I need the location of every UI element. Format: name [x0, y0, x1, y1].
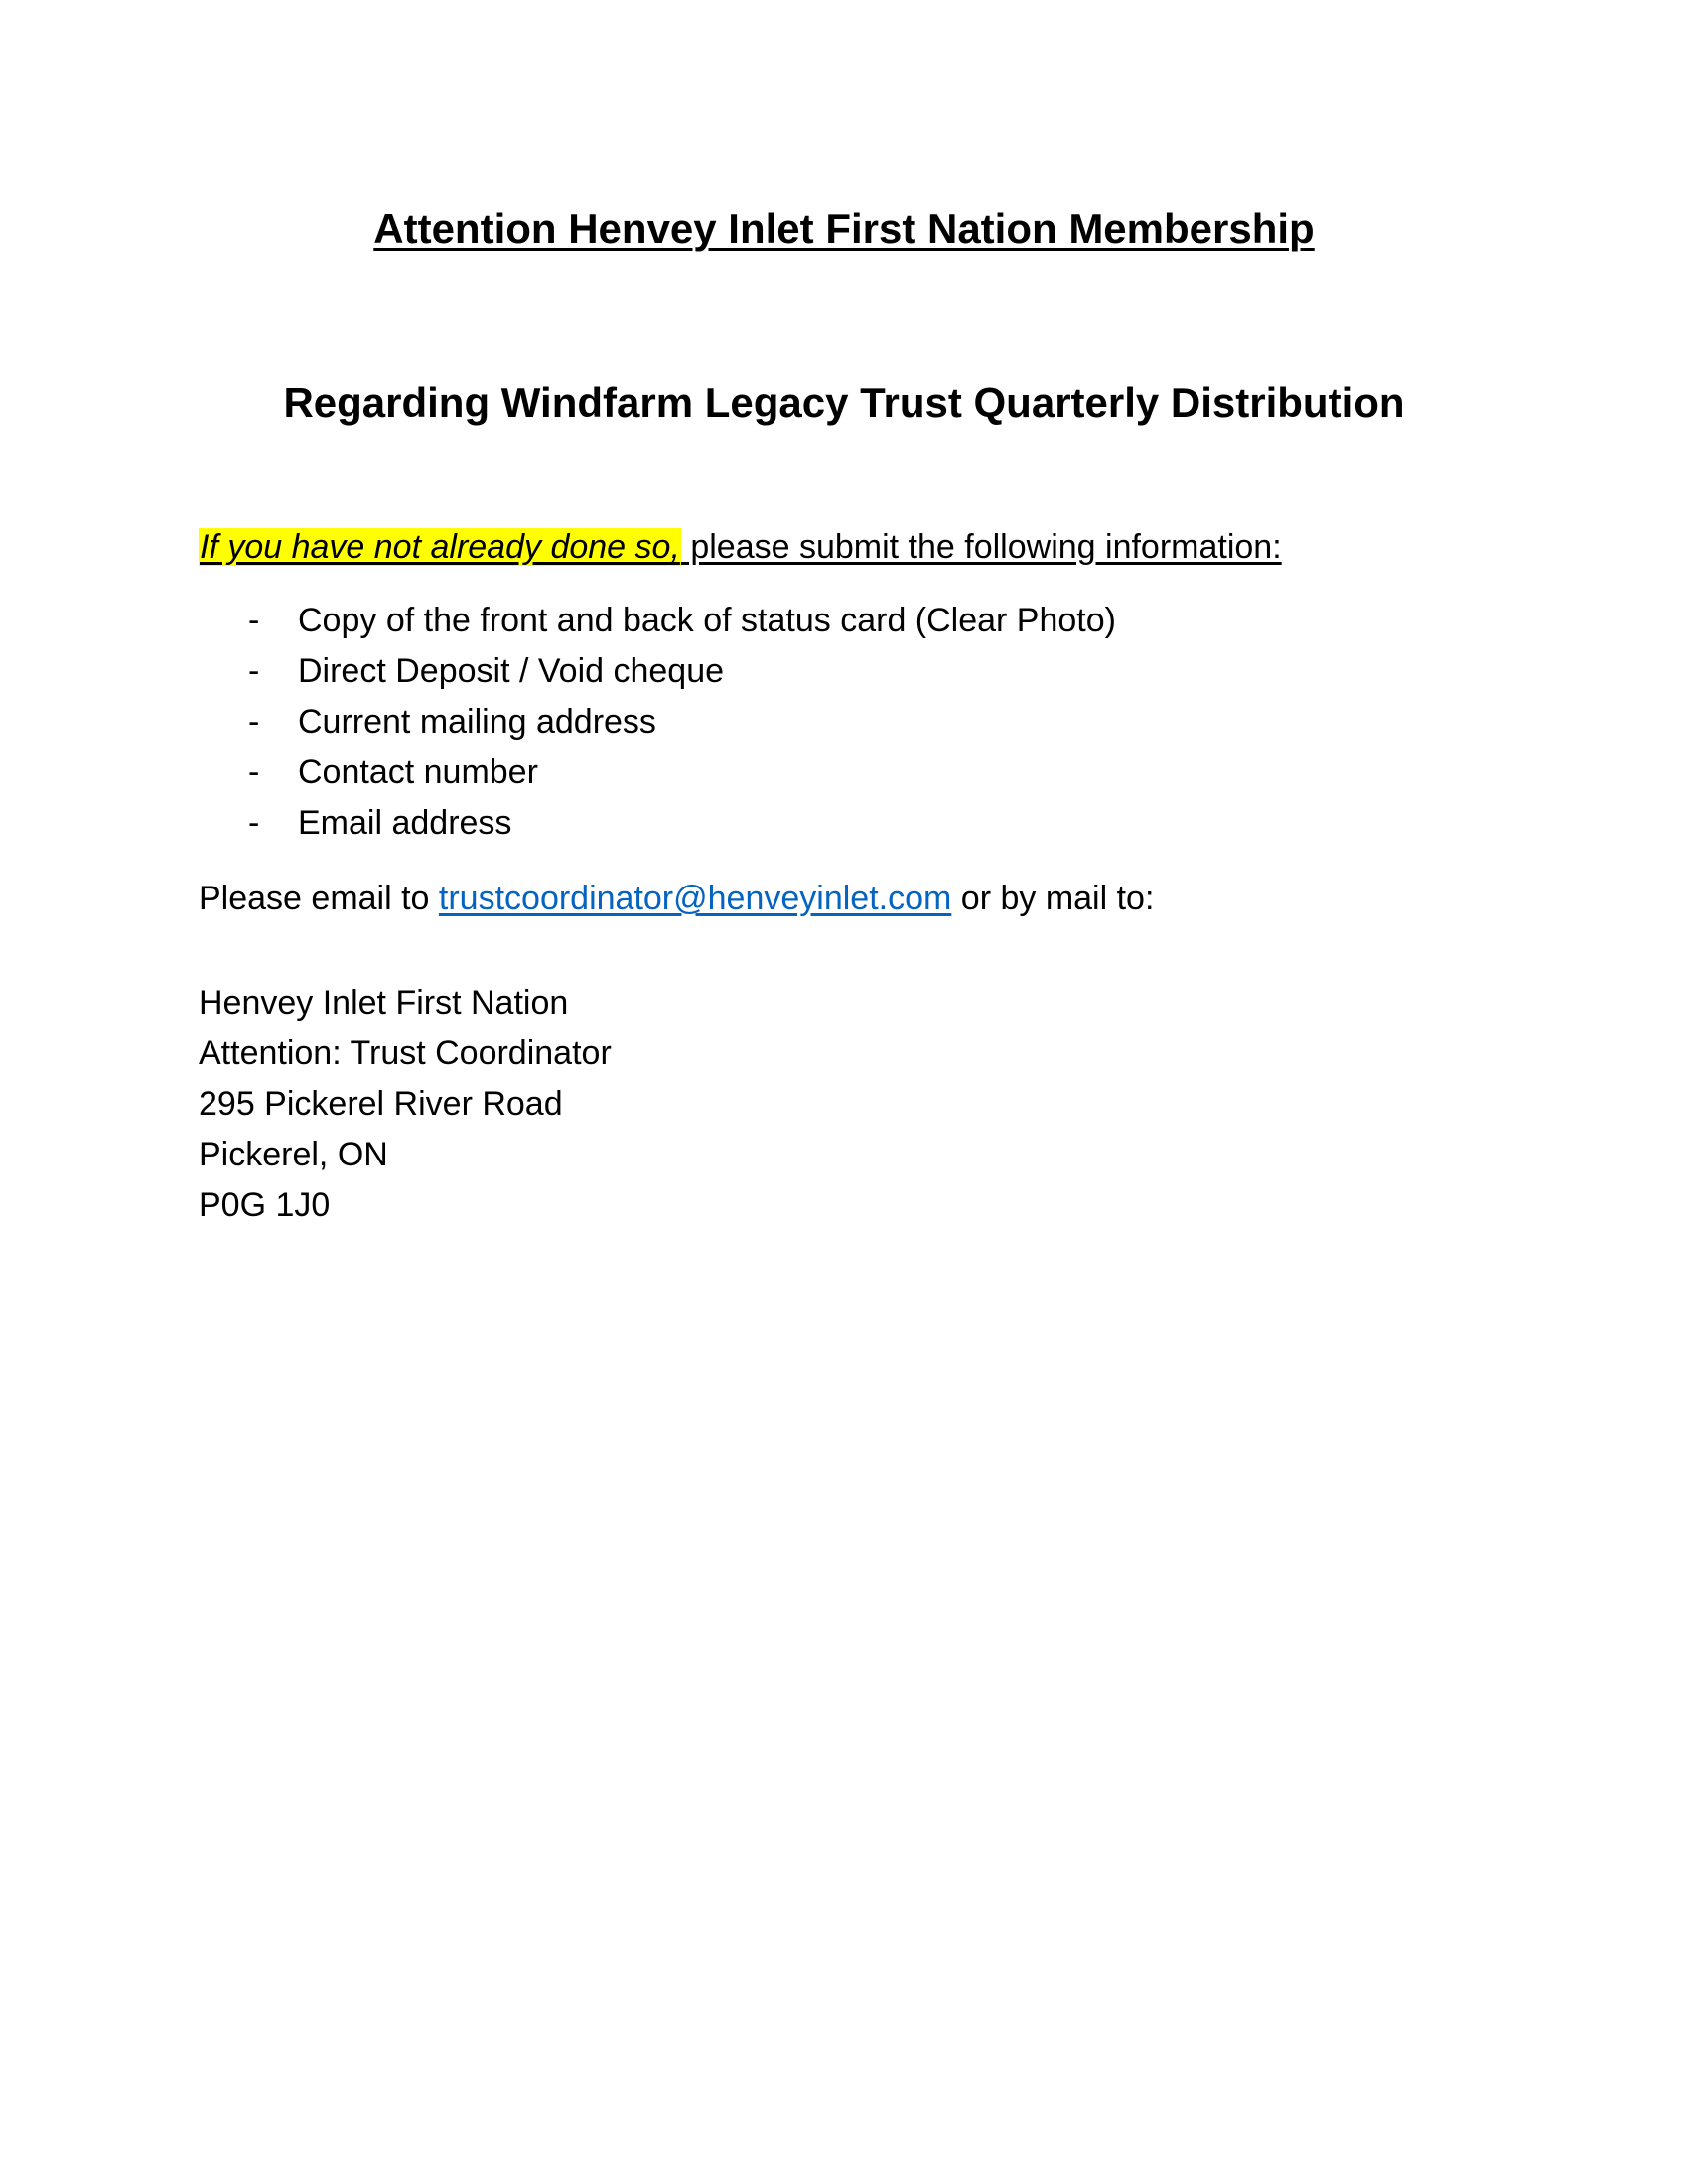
list-dash: - [248, 753, 260, 791]
email-prefix: Please email to [199, 880, 439, 917]
page-subtitle: Regarding Windfarm Legacy Trust Quarterly Distribution [283, 379, 1405, 426]
email-instruction [199, 876, 1154, 921]
list-dash: - [248, 652, 260, 690]
address-line: Attention: Trust Coordinator [199, 1034, 612, 1072]
intro-paragraph [199, 524, 1282, 570]
intro-rest: please submit the following information: [680, 528, 1282, 566]
list-dash: - [248, 703, 260, 741]
list-dash: - [248, 804, 260, 842]
requirements-list [199, 596, 1116, 849]
list-item [199, 697, 1116, 748]
address-line: Pickerel, ON [199, 1136, 388, 1173]
list-item [199, 748, 1116, 798]
page-title-text: Attention Henvey Inlet First Nation Membership [373, 205, 1315, 252]
list-item [199, 596, 1116, 646]
list-item-text: Copy of the front and back of status card (Clear Photo) [298, 602, 1116, 639]
list-dash: - [248, 602, 260, 639]
address-line: Henvey Inlet First Nation [199, 984, 569, 1022]
email-suffix: or by mail to: [951, 880, 1155, 917]
email-link[interactable]: trustcoordinator@henveyinlet.com [438, 880, 952, 917]
address-line: 295 Pickerel River Road [199, 1085, 563, 1123]
highlighted-intro: If you have not already done so, [200, 528, 680, 566]
list-item-text: Email address [298, 804, 512, 842]
list-item [199, 646, 1116, 697]
list-item [199, 798, 1116, 849]
list-item-text: Current mailing address [298, 703, 656, 741]
mailing-address [199, 978, 612, 1231]
page-title [0, 204, 1688, 255]
address-line: P0G 1J0 [199, 1186, 331, 1224]
list-item-text: Contact number [298, 753, 538, 791]
list-item-text: Direct Deposit / Void cheque [298, 652, 725, 690]
